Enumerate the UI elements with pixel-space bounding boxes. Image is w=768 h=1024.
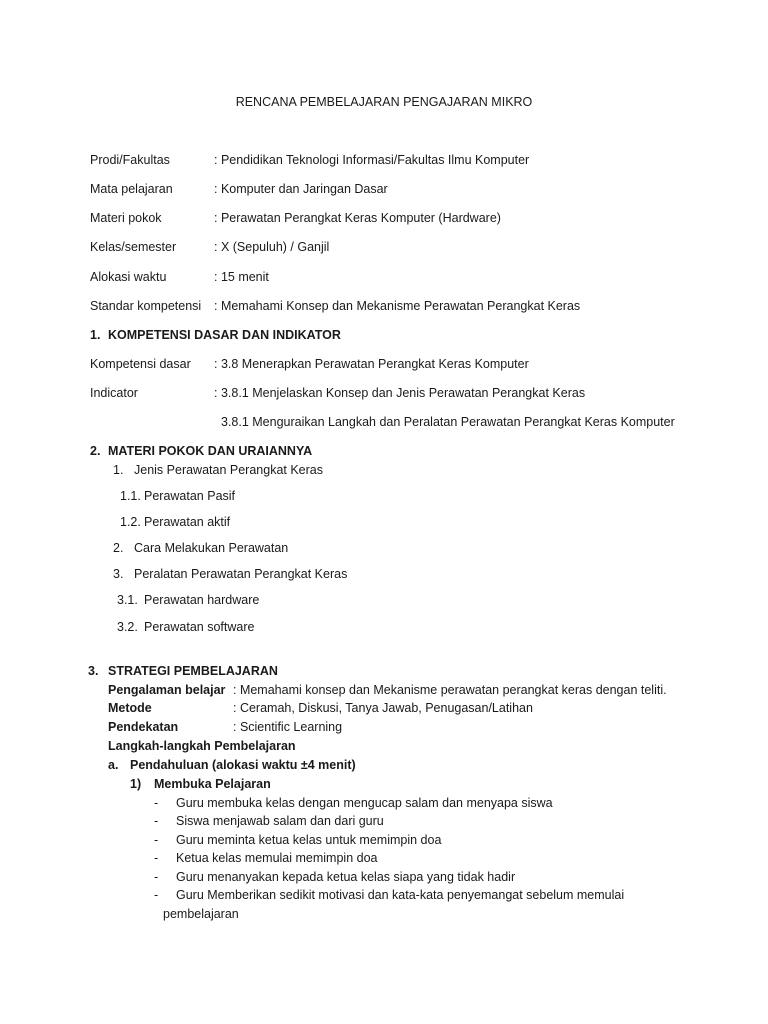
bullet-text: Guru Memberikan sedikit motivasi dan kata-kata penyemangat sebelum memulai (176, 888, 625, 902)
info-value-standar: : Memahami Konsep dan Mekanisme Perawatan Perangkat Keras (214, 299, 581, 313)
section3-heading: STRATEGI PEMBELAJARAN (108, 664, 278, 678)
pendekatan-value: : Scientific Learning (233, 720, 343, 734)
materi-item-text: Jenis Perawatan Perangkat Keras (134, 463, 323, 477)
section1-heading: KOMPETENSI DASAR DAN INDIKATOR (108, 328, 341, 342)
materi-item-text: Perawatan Pasif (144, 489, 236, 503)
info-label-mapel: Mata pelajaran (90, 182, 173, 196)
materi-item-num: 2. (113, 541, 124, 555)
info-label-kelas: Kelas/semester (90, 240, 177, 254)
materi-item-num: 1.1. (120, 489, 141, 503)
info-value-alokasi: : 15 menit (214, 270, 269, 284)
indicator-label: Indicator (90, 386, 138, 400)
metode-label: Metode (108, 701, 152, 715)
bullet-dash: - (154, 833, 159, 847)
kd-value: : 3.8 Menerapkan Perawatan Perangkat Keras Komputer (214, 357, 529, 371)
bullet-text: Guru menanyakan kepada ketua kelas siapa yang tidak hadir (176, 870, 516, 884)
sub-1-heading: Membuka Pelajaran (154, 777, 271, 791)
sub-a-num: a. (108, 758, 119, 772)
indicator-value: : 3.8.1 Menjelaskan Konsep dan Jenis Perawatan Perangkat Keras (214, 386, 586, 400)
sub-a-heading: Pendahuluan (alokasi waktu ±4 menit) (130, 758, 356, 772)
kd-label: Kompetensi dasar (90, 357, 191, 371)
materi-item-text: Cara Melakukan Perawatan (134, 541, 289, 555)
info-value-prodi: : Pendidikan Teknologi Informasi/Fakultas Ilmu Komputer (214, 153, 530, 167)
section2-number: 2. (90, 444, 101, 458)
bullet-text: Guru meminta ketua kelas untuk memimpin doa (176, 833, 442, 847)
info-label-materi: Materi pokok (90, 211, 162, 225)
materi-item-num: 3.2. (117, 620, 138, 634)
bullet-dash: - (154, 851, 159, 865)
info-label-alokasi: Alokasi waktu (90, 270, 167, 284)
bullet-text: Guru membuka kelas dengan mengucap salam dan menyapa siswa (176, 796, 553, 810)
materi-item-num: 3.1. (117, 593, 138, 607)
bullet-text: Siswa menjawab salam dan dari guru (176, 814, 384, 828)
pengalaman-value: : Memahami konsep dan Mekanisme perawatan perangkat keras dengan teliti. (233, 683, 667, 697)
info-label-standar: Standar kompetensi (90, 299, 202, 313)
section3-number: 3. (88, 664, 99, 678)
bullet-continuation: pembelajaran (163, 907, 239, 921)
bullet-dash: - (154, 870, 159, 884)
bullet-text: Ketua kelas memulai memimpin doa (176, 851, 378, 865)
materi-item-num: 3. (113, 567, 124, 581)
section1-number: 1. (90, 328, 101, 342)
materi-item-num: 1. (113, 463, 124, 477)
materi-item-text: Perawatan aktif (144, 515, 231, 529)
info-value-materi: : Perawatan Perangkat Keras Komputer (Hardware) (214, 211, 501, 225)
section2-heading: MATERI POKOK DAN URAIANNYA (108, 444, 313, 458)
bullet-dash: - (154, 814, 159, 828)
bullet-dash: - (154, 888, 159, 902)
indicator-extra: 3.8.1 Menguraikan Langkah dan Peralatan Perawatan Perangkat Keras Komputer (221, 415, 675, 429)
pengalaman-label: Pengalaman belajar (108, 683, 226, 697)
info-value-mapel: : Komputer dan Jaringan Dasar (214, 182, 388, 196)
document-title: RENCANA PEMBELAJARAN PENGAJARAN MIKRO (235, 95, 533, 109)
sub-1-num: 1) (130, 777, 142, 791)
materi-item-text: Peralatan Perawatan Perangkat Keras (134, 567, 348, 581)
pendekatan-label: Pendekatan (108, 720, 179, 734)
metode-value: : Ceramah, Diskusi, Tanya Jawab, Penugasan/Latihan (233, 701, 533, 715)
materi-item-text: Perawatan hardware (144, 593, 260, 607)
materi-item-text: Perawatan software (144, 620, 255, 634)
materi-item-num: 1.2. (120, 515, 141, 529)
info-value-kelas: : X (Sepuluh) / Ganjil (214, 240, 330, 254)
langkah-heading: Langkah-langkah Pembelajaran (108, 739, 296, 753)
bullet-dash: - (154, 796, 159, 810)
info-label-prodi: Prodi/Fakultas (90, 153, 170, 167)
